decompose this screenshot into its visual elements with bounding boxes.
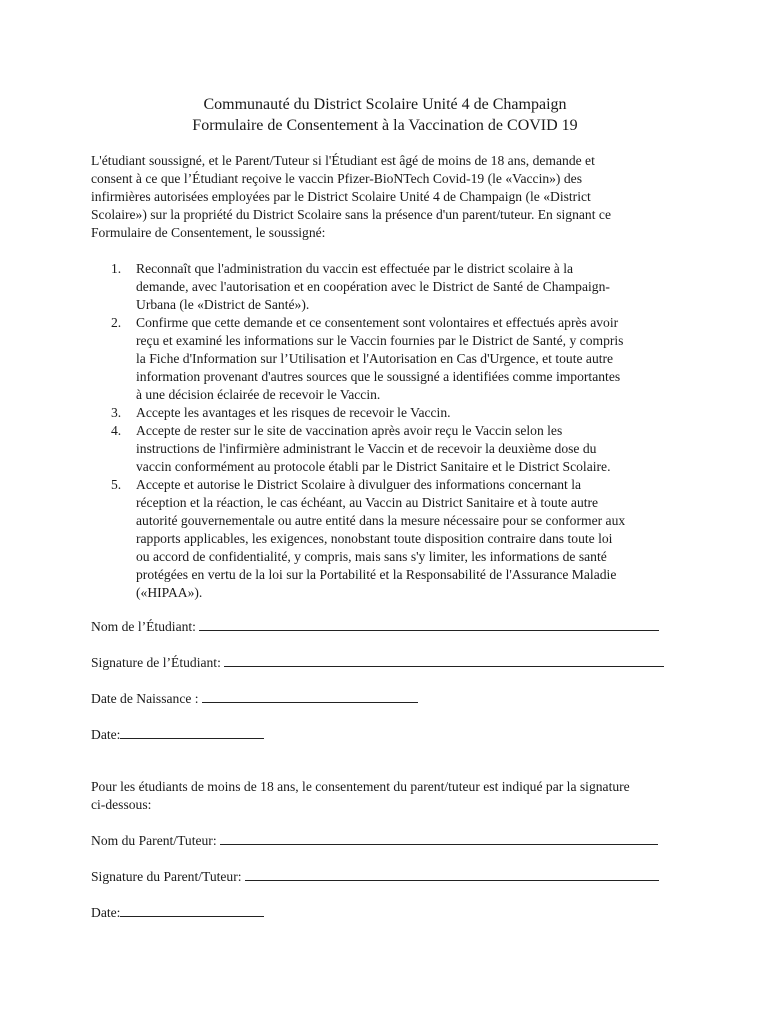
item-line: vaccin conformément au protocole établi par le District Sanitaire et le District Scolaire.: [136, 459, 611, 474]
parent-signature-label: Signature du Parent/Tuteur:: [91, 869, 242, 884]
item-line: rapports applicables, les exigences, nonobstant toute disposition contraire dans toute loi: [136, 531, 613, 546]
student-birthdate-field[interactable]: [202, 690, 418, 703]
item-number: 5.: [111, 477, 122, 492]
student-signature-label: Signature de l’Étudiant:: [91, 655, 221, 670]
item-line: réception et la réaction, le cas échéant, au Vaccin au District Sanitaire et à toute autre: [136, 495, 599, 510]
list-item: [111, 314, 691, 404]
item-line: reçu et examiné les informations sur le Vaccin fournies par le District de Santé, y compris: [136, 333, 624, 348]
item-line: Urbana (le «District de Santé»).: [136, 297, 310, 312]
parent-date-label: Date:: [91, 905, 121, 920]
item-line: information provenant d'autres sources que le soussigné a identifiées comme importantes: [136, 369, 621, 384]
parent-date-field[interactable]: [120, 904, 264, 917]
item-line: à une décision éclairée de recevoir le Vaccin.: [136, 387, 381, 402]
intro-line: consent à ce que l’Étudiant reçoive le vaccin Pfizer-BioNTech Covid-19 (le «Vaccin») des: [91, 171, 582, 186]
intro-line: L'étudiant soussigné, et le Parent/Tuteur si l'Étudiant est âgé de moins de 18 ans, demande et: [91, 153, 595, 168]
form-title-line2: Formulaire de Consentement à la Vaccination de COVID 19: [192, 117, 578, 134]
form-title-line1: Communauté du District Scolaire Unité 4 de Champaign: [203, 96, 567, 113]
parent-name-field[interactable]: [220, 832, 658, 845]
item-line: Accepte les avantages et les risques de recevoir le Vaccin.: [136, 405, 451, 420]
intro-line: Scolaire») sur la propriété du District Scolaire sans la présence d'un parent/tuteur. En signant ce: [91, 207, 611, 222]
parent-signature-field[interactable]: [245, 868, 659, 881]
item-number: 1.: [111, 261, 122, 276]
intro-line: infirmières autorisées employées par le District Scolaire Unité 4 de Champaign (le «District: [91, 189, 591, 204]
list-item: [111, 476, 691, 602]
item-line: ou accord de confidentialité, y compris, mais sans s'y limiter, les informations de santé: [136, 549, 607, 564]
parent-name-label: Nom du Parent/Tuteur:: [91, 833, 217, 848]
item-number: 2.: [111, 315, 122, 330]
student-birthdate-row: [91, 690, 418, 708]
note-line: ci-dessous:: [91, 797, 152, 812]
item-number: 3.: [111, 405, 122, 420]
item-line: Confirme que cette demande et ce consentement sont volontaires et effectués après avoir: [136, 315, 619, 330]
student-name-row: [91, 618, 659, 636]
student-name-label: Nom de l’Étudiant:: [91, 619, 196, 634]
student-birthdate-label: Date de Naissance :: [91, 691, 199, 706]
parent-signature-row: [91, 868, 659, 886]
item-number: 4.: [111, 423, 122, 438]
list-item: [111, 260, 691, 314]
item-line: Reconnaît que l'administration du vaccin est effectuée par le district scolaire à la: [136, 261, 574, 276]
parent-date-row: [91, 904, 264, 922]
list-item: [111, 404, 691, 422]
note-line: Pour les étudiants de moins de 18 ans, le consentement du parent/tuteur est indiqué par la signature: [91, 779, 630, 794]
item-line: la Fiche d'Information sur l’Utilisation et l'Autorisation en Cas d'Urgence, et toute autre: [136, 351, 614, 366]
item-line: Accepte de rester sur le site de vaccination après avoir reçu le Vaccin selon les: [136, 423, 563, 438]
intro-paragraph: [91, 152, 681, 242]
item-line: Accepte et autorise le District Scolaire à divulguer des informations concernant la: [136, 477, 582, 492]
item-line: instructions de l'infirmière administrant le Vaccin et de recevoir la deuxième dose du: [136, 441, 597, 456]
student-name-field[interactable]: [199, 618, 659, 631]
student-date-field[interactable]: [120, 726, 264, 739]
consent-items-list: [111, 260, 691, 602]
parent-consent-note: [91, 778, 691, 814]
item-line: protégées en vertu de la loi sur la Portabilité et la Responsabilité de l'Assurance Maladie: [136, 567, 617, 582]
student-date-label: Date:: [91, 727, 121, 742]
item-line: autorité gouvernementale ou autre entité dans la mesure nécessaire pour se conformer aux: [136, 513, 626, 528]
list-item: [111, 422, 691, 476]
student-date-row: [91, 726, 264, 744]
student-signature-field[interactable]: [224, 654, 664, 667]
student-signature-row: [91, 654, 664, 672]
item-line: demande, avec l'autorisation et en coopération avec le District de Santé de Champaign-: [136, 279, 610, 294]
item-line: («HIPAA»).: [136, 585, 203, 600]
parent-name-row: [91, 832, 658, 850]
intro-line: Formulaire de Consentement, le soussigné:: [91, 225, 326, 240]
